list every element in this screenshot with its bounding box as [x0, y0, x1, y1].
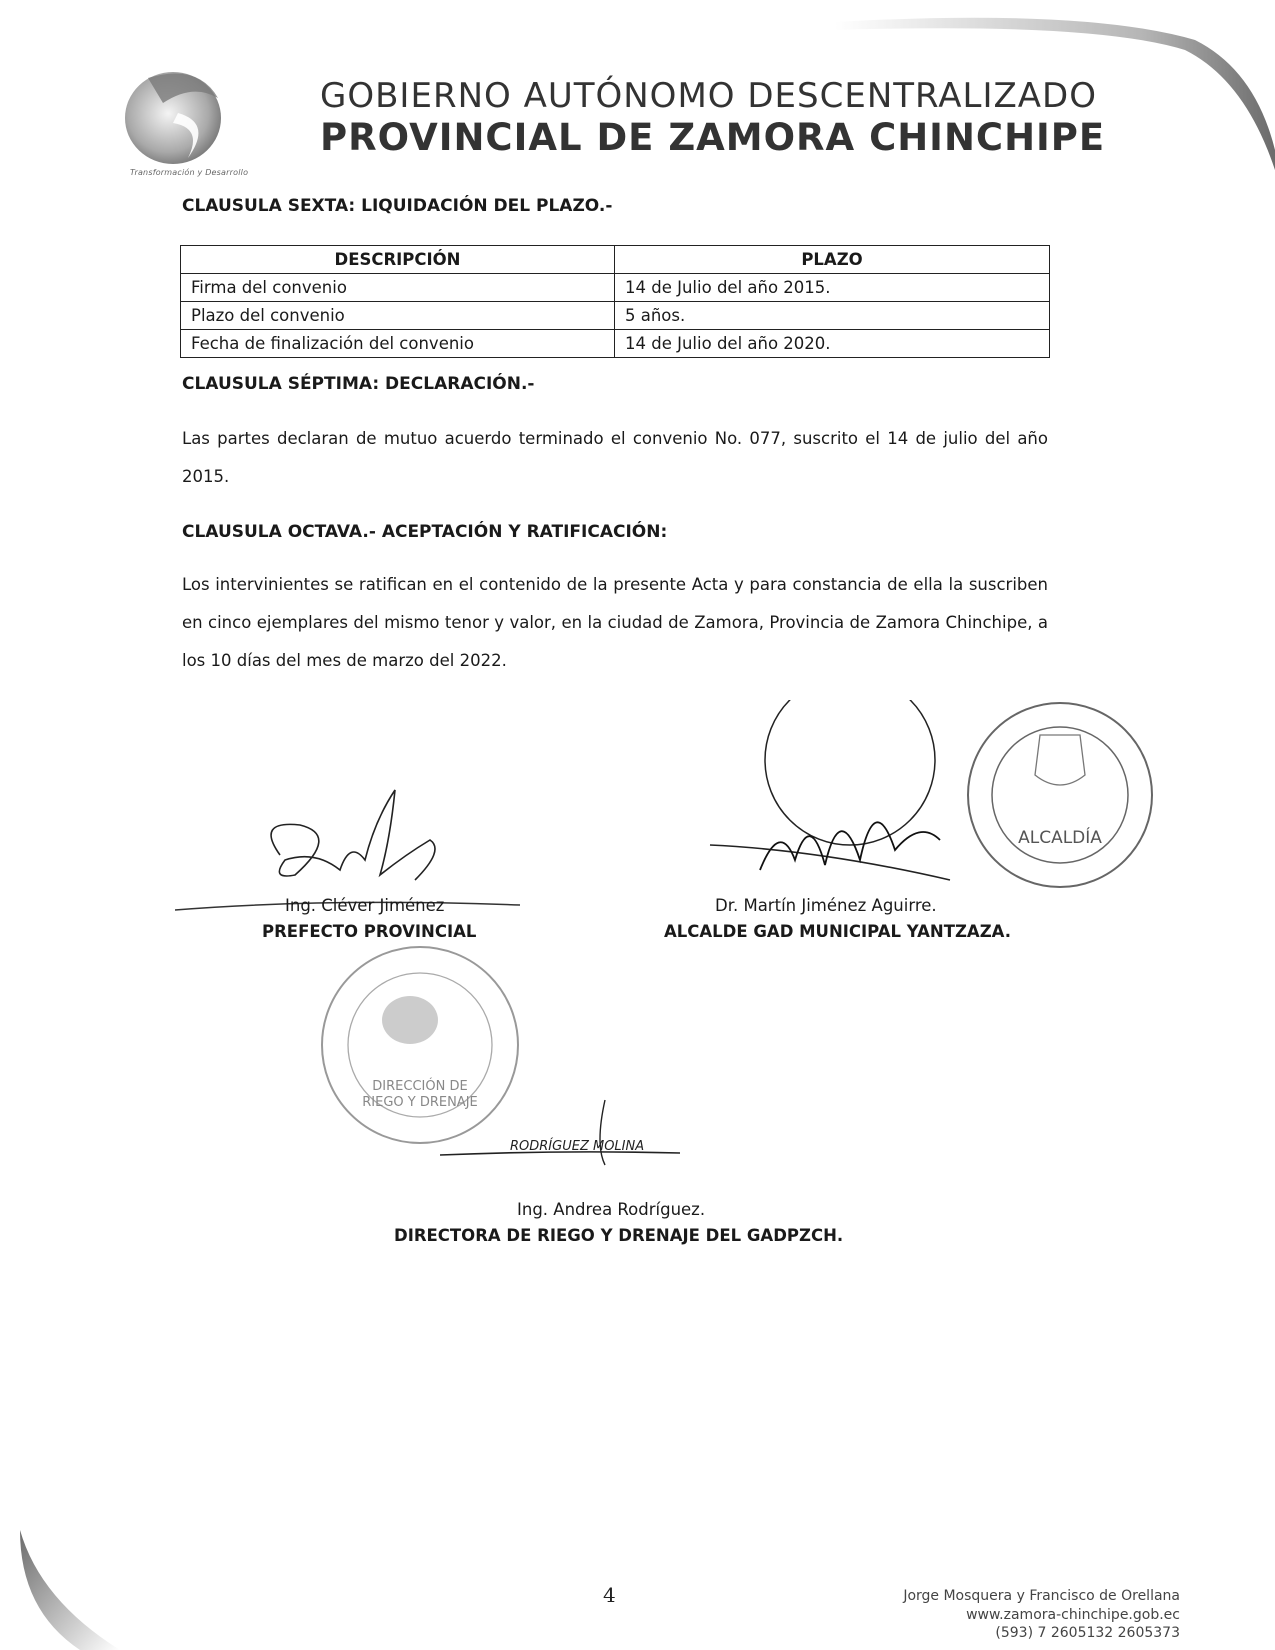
table-cell: Firma del convenio — [181, 274, 615, 302]
footer-website: www.zamora-chinchipe.gob.ec — [966, 1607, 1180, 1623]
table-cell: 14 de Julio del año 2015. — [615, 274, 1050, 302]
clausula-septima-text: Las partes declaran de mutuo acuerdo terminado el convenio No. 077, suscrito el 14 de julio del año 2015. — [182, 429, 1048, 486]
provincial-logo-icon — [118, 58, 238, 168]
prefecto-name: Ing. Cléver Jiménez — [285, 896, 445, 915]
header-title-line2: PROVINCIAL DE ZAMORA CHINCHIPE — [320, 116, 1106, 159]
clausula-sexta-heading: CLAUSULA SEXTA: LIQUIDACIÓN DEL PLAZO.- — [182, 196, 613, 216]
logo-tagline: Transformación y Desarrollo — [130, 168, 249, 177]
table-row — [181, 330, 1050, 358]
footer-phone: (593) 7 2605132 2605373 — [995, 1625, 1180, 1641]
table-header-plazo: PLAZO — [615, 246, 1050, 274]
directora-name: Ing. Andrea Rodríguez. — [517, 1200, 706, 1219]
table-cell: 5 años. — [615, 302, 1050, 330]
alcalde-title: ALCALDE GAD MUNICIPAL YANTZAZA. — [664, 922, 1012, 941]
table-row — [181, 274, 1050, 302]
svg-text:RODRÍGUEZ MOLINA: RODRÍGUEZ MOLINA — [510, 1139, 645, 1154]
table-row — [181, 302, 1050, 330]
header-title-line1: GOBIERNO AUTÓNOMO DESCENTRALIZADO — [320, 76, 1097, 116]
provincial-riego-stamp — [315, 940, 525, 1150]
prefecto-title: PREFECTO PROVINCIAL — [262, 922, 477, 941]
table-header-row — [181, 246, 1050, 274]
alcalde-name: Dr. Martín Jiménez Aguirre. — [715, 896, 937, 915]
table-cell: 14 de Julio del año 2020. — [615, 330, 1050, 358]
table-header-descripcion: DESCRIPCIÓN — [181, 246, 615, 274]
alcalde-signature-icon — [700, 700, 990, 900]
plazo-table — [180, 245, 1050, 358]
municipal-alcaldia-stamp — [960, 695, 1160, 895]
table-cell: Plazo del convenio — [181, 302, 615, 330]
svg-text:DIRECCIÓN DE: DIRECCIÓN DE — [372, 1079, 468, 1094]
svg-text:ALCALDÍA: ALCALDÍA — [1018, 828, 1102, 848]
directora-title: DIRECTORA DE RIEGO Y DRENAJE DEL GADPZCH. — [394, 1226, 844, 1245]
clausula-octava-text: Los intervinientes se ratifican en el contenido de la presente Acta y para constancia de ella la suscriben en cinco ejemplares del mismo tenor y valor, en la ciudad de Zamora, Provincia de Zamora Chinchipe, a los 10 días del mes de marzo del 2022. — [182, 575, 1048, 670]
clausula-septima-heading: CLAUSULA SÉPTIMA: DECLARACIÓN.- — [182, 374, 535, 394]
clausula-octava-heading: CLAUSULA OCTAVA.- ACEPTACIÓN Y RATIFICACIÓN: — [182, 522, 668, 542]
corner-swoosh-decoration — [0, 1530, 130, 1650]
page-number: 4 — [603, 1583, 616, 1607]
svg-text:RIEGO Y DRENAJE: RIEGO Y DRENAJE — [362, 1095, 478, 1110]
footer-address: Jorge Mosquera y Francisco de Orellana — [903, 1588, 1180, 1604]
table-cell: Fecha de finalización del convenio — [181, 330, 615, 358]
